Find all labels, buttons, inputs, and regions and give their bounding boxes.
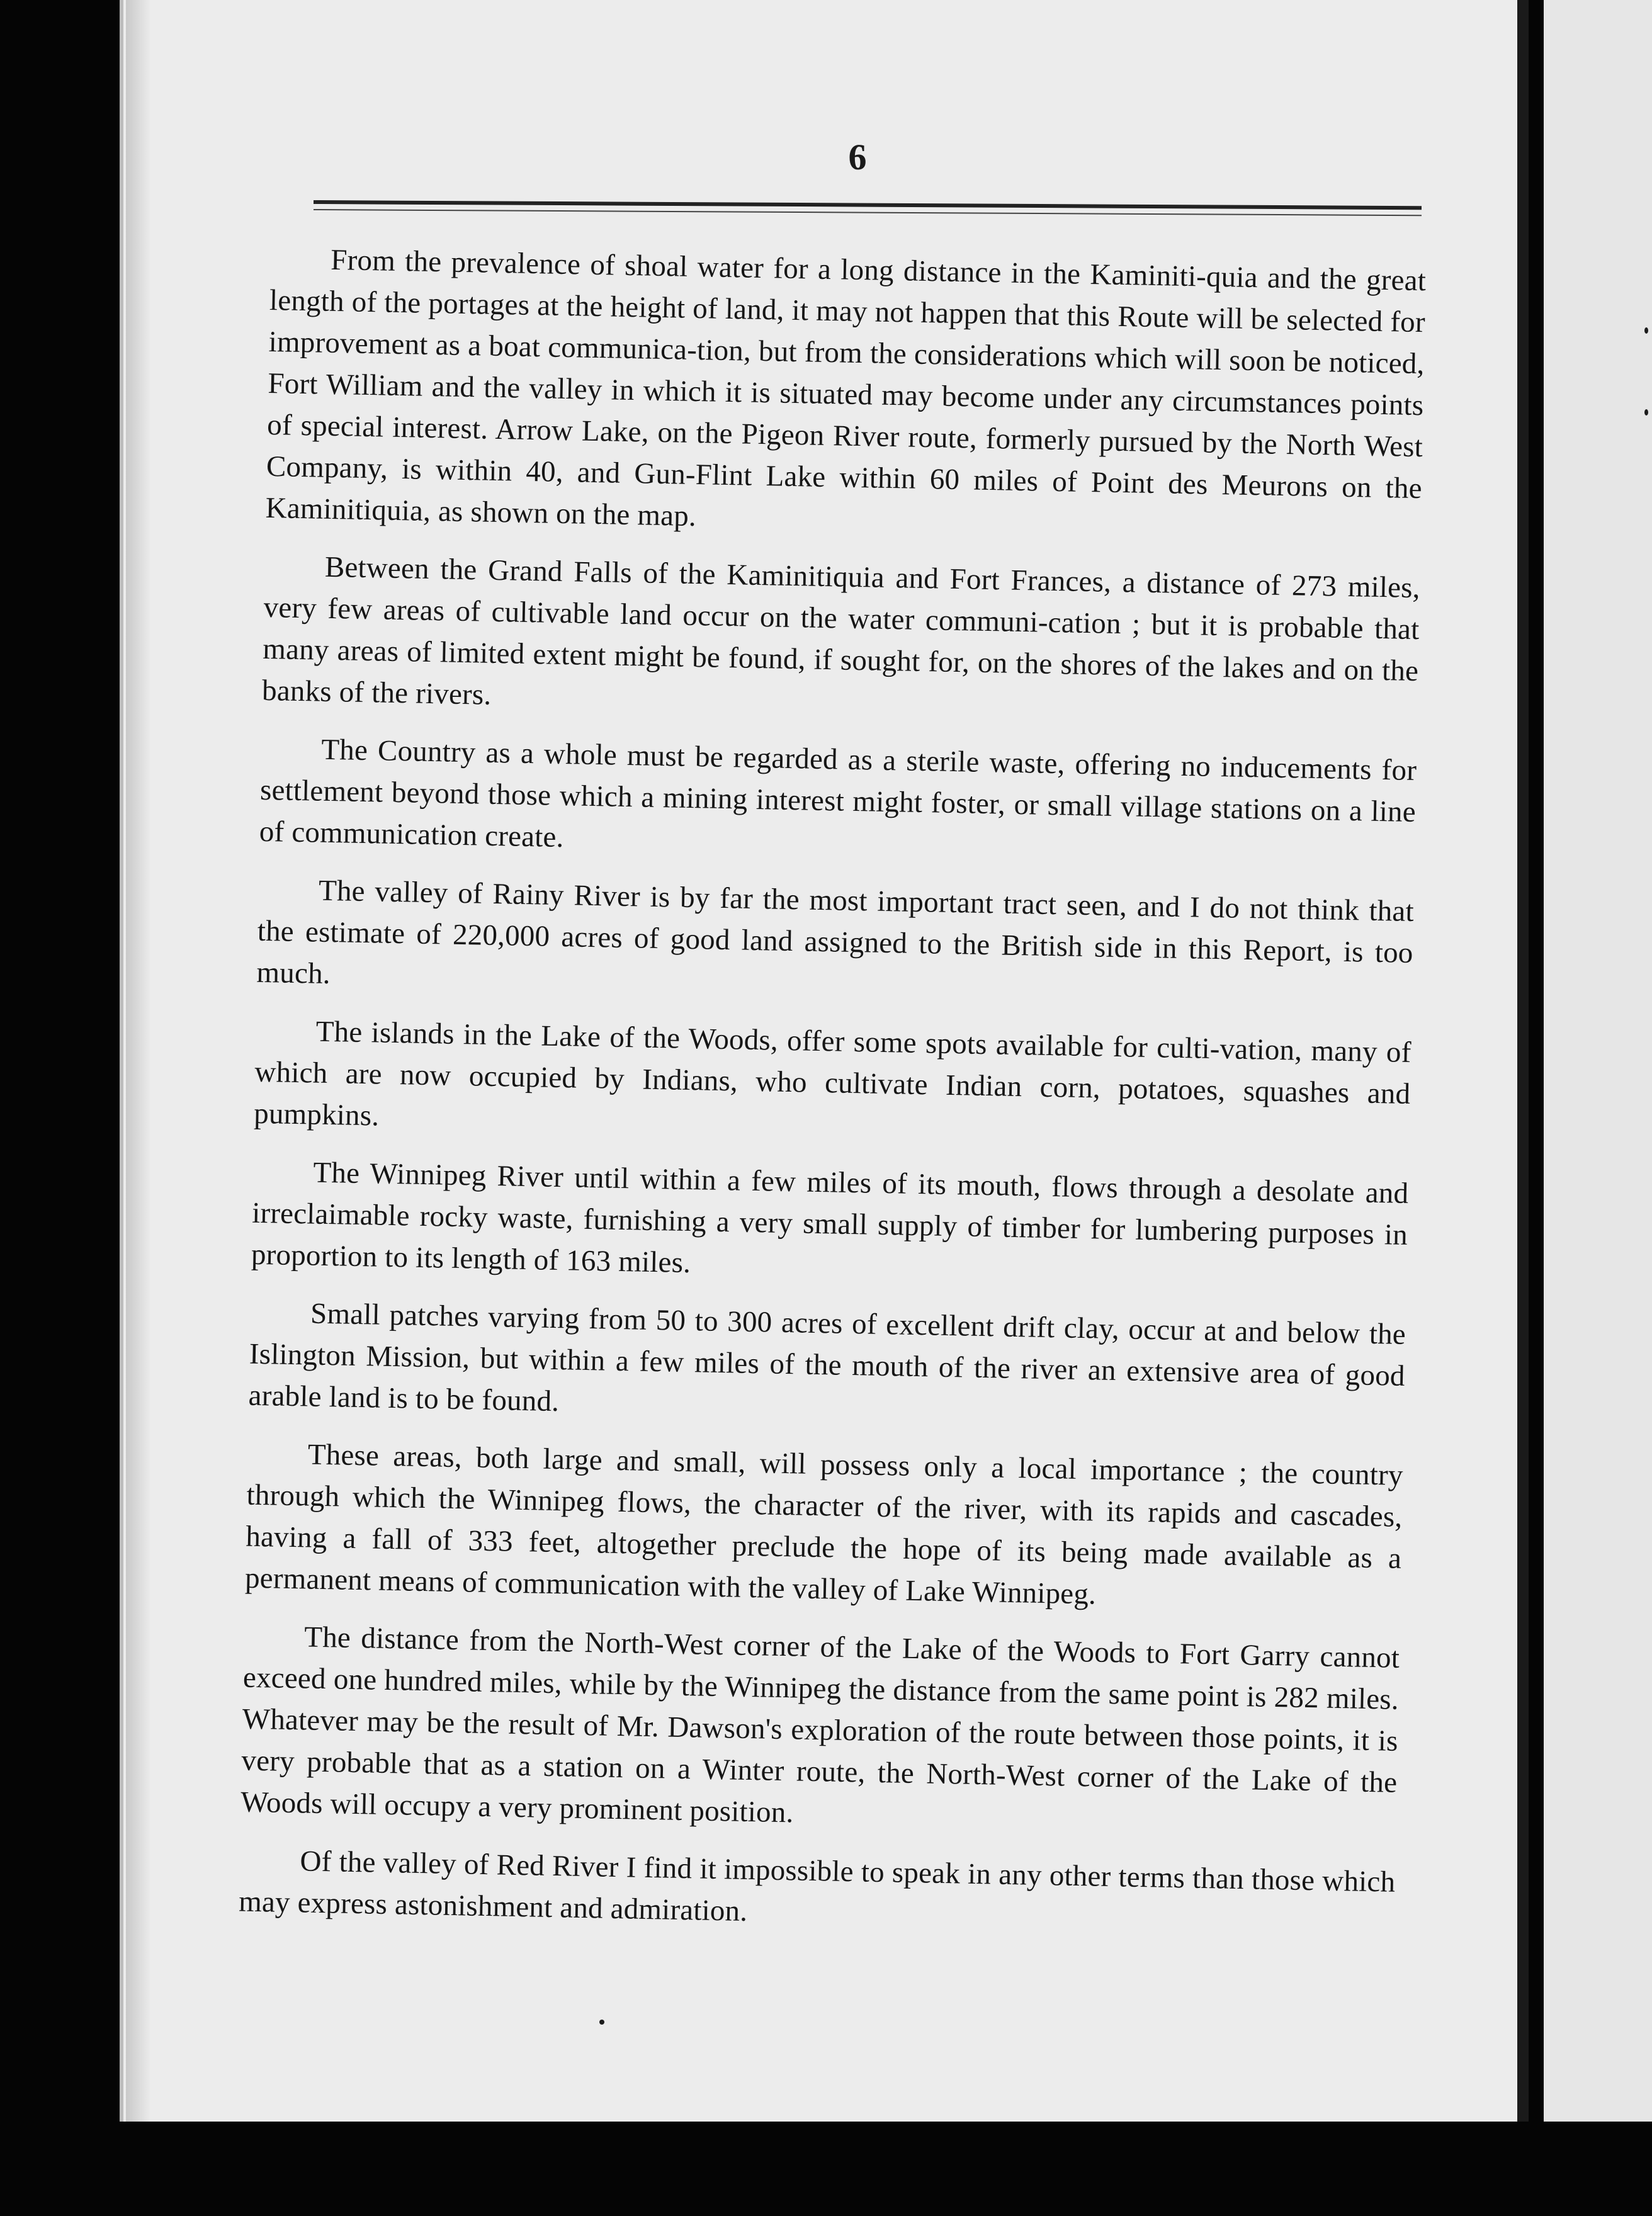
ink-speck bbox=[599, 2020, 604, 2025]
ink-speck bbox=[1644, 327, 1648, 334]
page-gutter-shadow bbox=[126, 0, 151, 2122]
adjacent-page-edge bbox=[1544, 0, 1652, 2122]
ink-speck bbox=[1644, 409, 1648, 416]
paragraph: Of the valley of Red River I find it impossible to speak in any other terms than those which may express astonishment and admiration. bbox=[238, 1845, 1396, 1928]
paragraph: Between the Grand Falls of the Kaminitiquia and Fort Frances, a distance of 273 miles, very few areas of cultivable land occur on the water communi-cation ; but it is probable that many areas of limited extent might be found, if sought for, on the shores of the lakes and on the banks of the rivers. bbox=[261, 550, 1421, 711]
body-text bbox=[238, 238, 1427, 1961]
paragraph: Small patches varying from 50 to 300 acres of excellent drift clay, occur at and below the Islington Mission, but within a few miles of the mouth of the river an extensive area of good arable land is to be found. bbox=[248, 1297, 1406, 1418]
paragraph: These areas, both large and small, will possess only a local importance ; the country through which the Winnipeg flows, the character of the river, with its rapids and cascades, having a fall of 333 feet, altogether preclude the hope of its being made available as a permanent means of communication with the valley of Lake Winnipeg. bbox=[244, 1438, 1404, 1611]
paragraph: The distance from the North-West corner of the Lake of the Woods to Fort Garry cannot exceed one hundred miles, while by the Winnipeg the distance from the same point is 282 miles. Whatever may be the result of Mr. Dawson's exploration of the route between those points, it is very probable that as a station on a Winter route, the North-West corner of the Lake of the Woods will occupy a very prominent position. bbox=[240, 1620, 1400, 1829]
paragraph: The islands in the Lake of the Woods, offer some spots available for culti-vation, many of which are now occupied by Indians, who cultivate Indian corn, potatoes, squashes and pumpkins. bbox=[253, 1015, 1412, 1133]
paragraph: The Country as a whole must be regarded as a sterile waste, offering no inducements for settlement beyond those which a mining interest might foster, or small village stations on a line of communication create. bbox=[259, 733, 1417, 854]
paragraph: From the prevalence of shoal water for a long distance in the Kaminiti-quia and the great length of the portages at the height of land, it may not happen that this Route will be selected for improvement as a boat communica-tion, but from the considerations which will soon be noticed, Fort William and the valley in which it is situated may become under any circumstances points of special interest. Arrow Lake, on the Pigeon River route, formerly pursued by the North West Company, is within 40, and Gun-Flint Lake within 60 miles of Point des Meurons on the Kaminitiquia, as shown on the map. bbox=[265, 243, 1427, 533]
page-number: 6 bbox=[848, 137, 867, 178]
paragraph: The Winnipeg River until within a few miles of its mouth, flows through a desolate and irreclaimable rocky waste, furnishing a very small supply of timber for lumbering purposes in proportion to its length of 163 miles. bbox=[251, 1156, 1409, 1280]
page-right-edge bbox=[1517, 0, 1529, 2122]
paragraph: The valley of Rainy River is by far the most important tract seen, and I do not think that the estimate of 220,000 acres of good land assigned to the British side in this Report, is too much. bbox=[256, 874, 1415, 991]
